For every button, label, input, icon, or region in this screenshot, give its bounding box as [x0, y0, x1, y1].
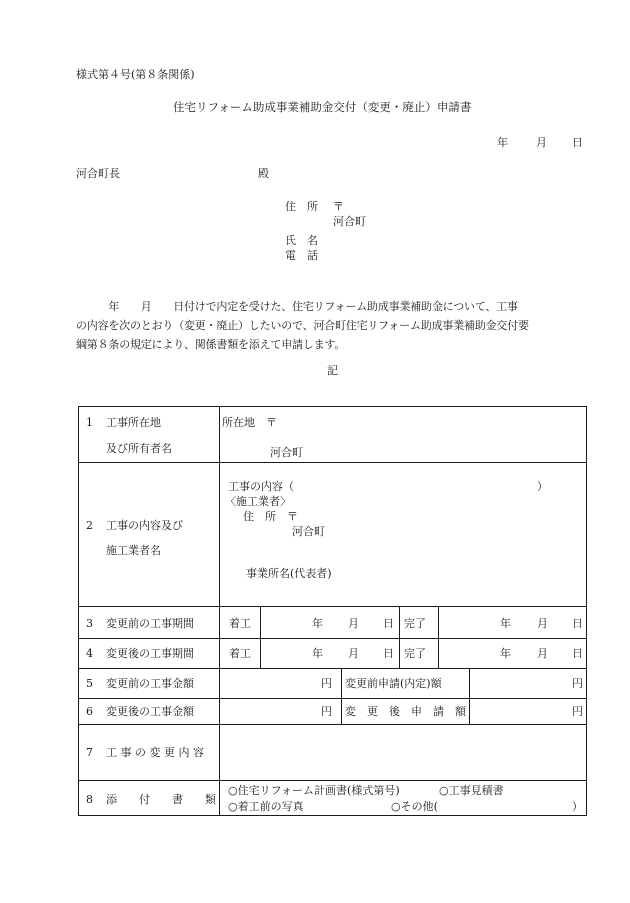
row5-sub-label: 変更前申請(内定)額 [345, 677, 442, 690]
row4-number: 4 [86, 647, 93, 660]
row5-label: 変更前の工事金額 [106, 677, 194, 690]
applicant-town: 河合町 [333, 215, 366, 228]
row8-attachment-other: ○その他( [391, 800, 438, 813]
row3-start-year: 年 [312, 617, 323, 630]
date-month-label: 月 [536, 136, 547, 149]
row6-number: 6 [86, 705, 93, 718]
row6-yen: 円 [321, 705, 332, 718]
row3-start-label: 着工 [229, 617, 251, 630]
row6-yen2: 円 [572, 705, 583, 718]
row8-attachment-other-close: ） [572, 800, 583, 813]
document-title: 住宅リフォーム助成事業補助金交付（変更・廃止）申請書 [173, 100, 472, 114]
row8-attachment-estimate: ○工事見積書 [439, 784, 504, 797]
applicant-phone-label: 電 話 [285, 249, 318, 262]
row7-label: 工 事 の 変 更 内 容 [106, 746, 204, 759]
row4-start-month: 月 [348, 647, 359, 660]
row2-content-open: 工事の内容（ [228, 480, 294, 493]
row1-location-label: 所在地 〒 [222, 416, 277, 429]
body-line-3: 綱第８条の規定により、関係書類を添えて申請します。 [76, 338, 346, 351]
ki-heading: 記 [327, 364, 338, 377]
row4-start-label: 着工 [229, 647, 251, 660]
row1-town: 河合町 [270, 446, 303, 459]
row4-end-month: 月 [537, 647, 548, 660]
date-year-label: 年 [497, 136, 508, 149]
row1-number: 1 [86, 416, 93, 429]
row2-label-line1: 工事の内容及び [106, 519, 183, 532]
row2-address-label: 住 所 〒 [243, 510, 298, 523]
row4-end-label: 完了 [404, 647, 426, 660]
row8-attachment-plan: ○住宅リフォーム計画書(様式第号) [228, 784, 400, 797]
row7-number: 7 [86, 746, 93, 759]
row5-yen2: 円 [572, 677, 583, 690]
row2-label-line2: 施工業者名 [106, 544, 161, 557]
row3-label: 変更前の工事期間 [106, 617, 194, 630]
row4-end-year: 年 [500, 647, 511, 660]
applicant-name-label: 氏 名 [285, 234, 318, 247]
row5-number: 5 [86, 677, 93, 690]
row3-start-day: 日 [383, 617, 394, 630]
date-day-label: 日 [572, 136, 583, 149]
row2-content-close: ） [537, 480, 548, 493]
row4-end-day: 日 [572, 647, 583, 660]
row3-end-month: 月 [537, 617, 548, 630]
applicant-address-label: 住 所 [285, 200, 318, 213]
row4-label: 変更後の工事期間 [106, 647, 194, 660]
row4-start-year: 年 [312, 647, 323, 660]
row8-number: 8 [86, 793, 93, 806]
row3-end-day: 日 [572, 617, 583, 630]
row1-label-line1: 工事所在地 [106, 416, 161, 429]
form-number: 様式第４号(第８条関係) [76, 68, 195, 81]
row3-number: 3 [86, 617, 93, 630]
row3-end-label: 完了 [404, 617, 426, 630]
row6-label: 変更後の工事金額 [106, 705, 194, 718]
row2-number: 2 [86, 519, 93, 532]
row1-label-line2: 及び所有者名 [106, 442, 172, 455]
row8-attachment-photo: ○着工前の写真 [228, 800, 304, 813]
row3-start-month: 月 [348, 617, 359, 630]
application-table [78, 406, 587, 816]
addressee-honorific: 殿 [258, 167, 269, 180]
body-line-2: の内容を次のとおり（変更・廃止）したいので、河合町住宅リフォーム助成事業補助金交付要 [76, 319, 529, 332]
body-paragraph [76, 297, 596, 354]
row6-sub-label: 変 更 後 申 請 額 [345, 705, 466, 718]
row3-end-year: 年 [500, 617, 511, 630]
row5-yen: 円 [321, 677, 332, 690]
row4-start-day: 日 [383, 647, 394, 660]
body-line-1: 年 月 日付けで内定を受けた、住宅リフォーム助成事業補助金について、工事 [76, 300, 518, 313]
row2-office-name: 事業所名(代表者) [246, 567, 332, 580]
row2-contractor-heading: 〈施工業者〉 [225, 495, 291, 508]
addressee-name: 河合町長 [76, 167, 120, 180]
applicant-postal-mark: 〒 [333, 200, 344, 213]
row8-label: 添 付 書 類 [106, 793, 216, 806]
row2-town: 河合町 [292, 525, 325, 538]
